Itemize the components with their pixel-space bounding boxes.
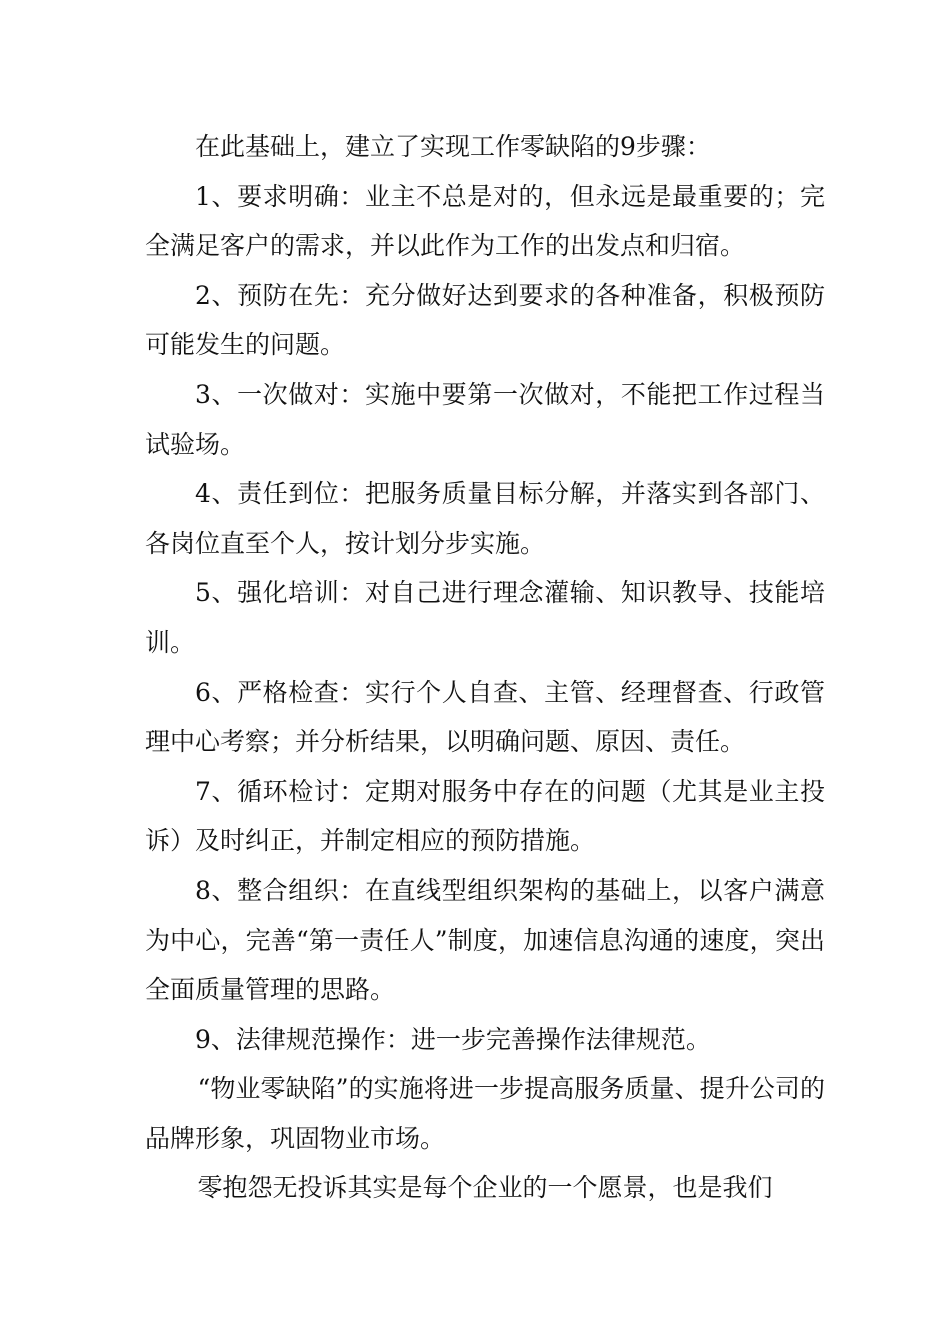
step-8-paragraph: 8、整合组织：在直线型组织架构的基础上，以客户满意为中心，完善“第一责任人”制度，加速信息沟通的速度，突出全面质量管理的思路。 [145,875,825,1005]
step-4-paragraph: 4、责任到位：把服务质量目标分解，并落实到各部门、各岗位直至个人，按计划分步实施。 [145,479,825,558]
closing-paragraph: 零抱怨无投诉其实是每个企业的一个愿景，也是我们 [197,1173,773,1203]
step-2-paragraph: 2、预防在先：充分做好达到要求的各种准备，积极预防可能发生的问题。 [145,280,825,360]
step-5-paragraph: 5、强化培训：对自己进行理念灌输、知识教导、技能培训。 [145,578,825,657]
intro-paragraph: 在此基础上，建立了实现工作零缺陷的9步骤： [195,132,711,161]
step-6-paragraph: 6、严格检查：实行个人自查、主管、经理督查、行政管理中心考察；并分析结果，以明确问题、原因、责任。 [145,677,825,757]
step-3-paragraph: 3、一次做对：实施中要第一次做对，不能把工作过程当试验场。 [145,379,825,459]
step-1-paragraph: 1、要求明确：业主不总是对的，但永远是最重要的；完全满足客户的需求，并以此作为工作的出发点和归宿。 [145,181,825,261]
summary-paragraph: “物业零缺陷”的实施将进一步提高服务质量、提升公司的品牌形象，巩固物业市场。 [145,1074,825,1153]
step-9-paragraph: 9、法律规范操作：进一步完善操作法律规范。 [195,1024,711,1054]
document-body [145,122,825,1213]
step-7-paragraph: 7、循环检讨：定期对服务中存在的问题（尤其是业主投诉）及时纠正，并制定相应的预防措施。 [145,776,825,856]
